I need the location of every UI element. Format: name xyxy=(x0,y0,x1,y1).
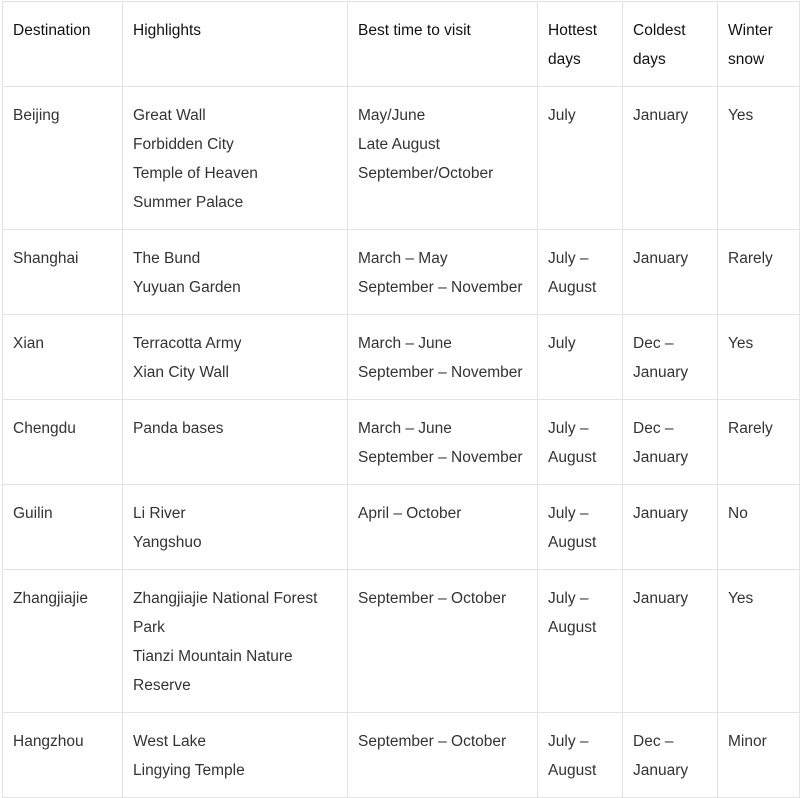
best-time-cell xyxy=(348,400,538,485)
highlights-cell-line: The Bund xyxy=(133,250,201,267)
best-time-cell-line: April – October xyxy=(358,505,462,522)
table-header xyxy=(3,2,800,87)
winter-snow-cell: Yes xyxy=(718,315,800,400)
best-time-cell xyxy=(348,87,538,230)
table-row xyxy=(3,230,800,315)
winter-snow-cell: No xyxy=(718,485,800,570)
table-row xyxy=(3,87,800,230)
coldest-days-cell: Dec – January xyxy=(623,315,718,400)
best-time-cell-line: September – November xyxy=(358,364,523,381)
hottest-days-cell: July – August xyxy=(538,485,623,570)
coldest-days-cell: January xyxy=(623,570,718,713)
table-body xyxy=(3,87,800,798)
highlights-cell-line: Terracotta Army xyxy=(133,335,242,352)
hottest-days-cell: July xyxy=(538,315,623,400)
header-destination: Destination xyxy=(3,2,123,87)
highlights-cell-line: Temple of Heaven xyxy=(133,165,258,182)
destination-cell: Hangzhou xyxy=(3,713,123,798)
highlights-cell-line: Xian City Wall xyxy=(133,364,229,381)
best-time-cell xyxy=(348,570,538,713)
coldest-days-cell: Dec – January xyxy=(623,713,718,798)
hottest-days-cell: July – August xyxy=(538,713,623,798)
table-row xyxy=(3,400,800,485)
winter-snow-cell: Yes xyxy=(718,570,800,713)
header-coldest-days: Coldest days xyxy=(623,2,718,87)
best-time-cell-line: September – November xyxy=(358,449,523,466)
highlights-cell xyxy=(123,315,348,400)
header-highlights: Highlights xyxy=(123,2,348,87)
winter-snow-cell: Yes xyxy=(718,87,800,230)
best-time-cell xyxy=(348,230,538,315)
destination-cell: Shanghai xyxy=(3,230,123,315)
hottest-days-cell: July xyxy=(538,87,623,230)
best-time-cell-line: September/October xyxy=(358,165,494,182)
best-time-cell-line: March – June xyxy=(358,420,452,437)
best-time-cell xyxy=(348,713,538,798)
highlights-cell xyxy=(123,87,348,230)
highlights-cell xyxy=(123,713,348,798)
best-time-cell-line: September – November xyxy=(358,279,523,296)
coldest-days-cell: Dec – January xyxy=(623,400,718,485)
highlights-cell-line: Summer Palace xyxy=(133,194,244,211)
best-time-cell-line: March – June xyxy=(358,335,452,352)
highlights-cell xyxy=(123,400,348,485)
header-best-time: Best time to visit xyxy=(348,2,538,87)
header-row xyxy=(3,2,800,87)
highlights-cell-line: Lingying Temple xyxy=(133,762,245,779)
highlights-cell-line: West Lake xyxy=(133,733,206,750)
winter-snow-cell: Rarely xyxy=(718,400,800,485)
destinations-table xyxy=(2,1,800,798)
best-time-cell xyxy=(348,315,538,400)
highlights-cell xyxy=(123,230,348,315)
winter-snow-cell: Minor xyxy=(718,713,800,798)
destination-cell: Beijing xyxy=(3,87,123,230)
highlights-cell xyxy=(123,485,348,570)
best-time-cell-line: March – May xyxy=(358,250,448,267)
best-time-cell-line: Late August xyxy=(358,136,440,153)
winter-snow-cell: Rarely xyxy=(718,230,800,315)
table-row xyxy=(3,570,800,713)
highlights-cell-line: Panda bases xyxy=(133,420,224,437)
best-time-cell-line: September – October xyxy=(358,590,507,607)
destination-cell: Zhangjiajie xyxy=(3,570,123,713)
table-row xyxy=(3,485,800,570)
destination-cell: Guilin xyxy=(3,485,123,570)
table-row xyxy=(3,713,800,798)
header-winter-snow: Winter snow xyxy=(718,2,800,87)
highlights-cell-line: Forbidden City xyxy=(133,136,234,153)
best-time-cell xyxy=(348,485,538,570)
coldest-days-cell: January xyxy=(623,87,718,230)
coldest-days-cell: January xyxy=(623,485,718,570)
hottest-days-cell: July – August xyxy=(538,400,623,485)
table-row xyxy=(3,315,800,400)
travel-table-container xyxy=(0,1,800,779)
hottest-days-cell: July – August xyxy=(538,230,623,315)
highlights-cell-line: Yangshuo xyxy=(133,534,202,551)
highlights-cell-line: Li River xyxy=(133,505,186,522)
hottest-days-cell: July – August xyxy=(538,570,623,713)
best-time-cell-line: September – October xyxy=(358,733,507,750)
header-hottest-days: Hottest days xyxy=(538,2,623,87)
coldest-days-cell: January xyxy=(623,230,718,315)
destination-cell: Chengdu xyxy=(3,400,123,485)
highlights-cell-line: Yuyuan Garden xyxy=(133,279,241,296)
highlights-cell-line: Great Wall xyxy=(133,107,206,124)
destination-cell: Xian xyxy=(3,315,123,400)
highlights-cell xyxy=(123,570,348,713)
highlights-cell-line: Tianzi Mountain Nature Reserve xyxy=(133,648,293,694)
best-time-cell-line: May/June xyxy=(358,107,426,124)
highlights-cell-line: Zhangjiajie National Forest Park xyxy=(133,590,318,636)
